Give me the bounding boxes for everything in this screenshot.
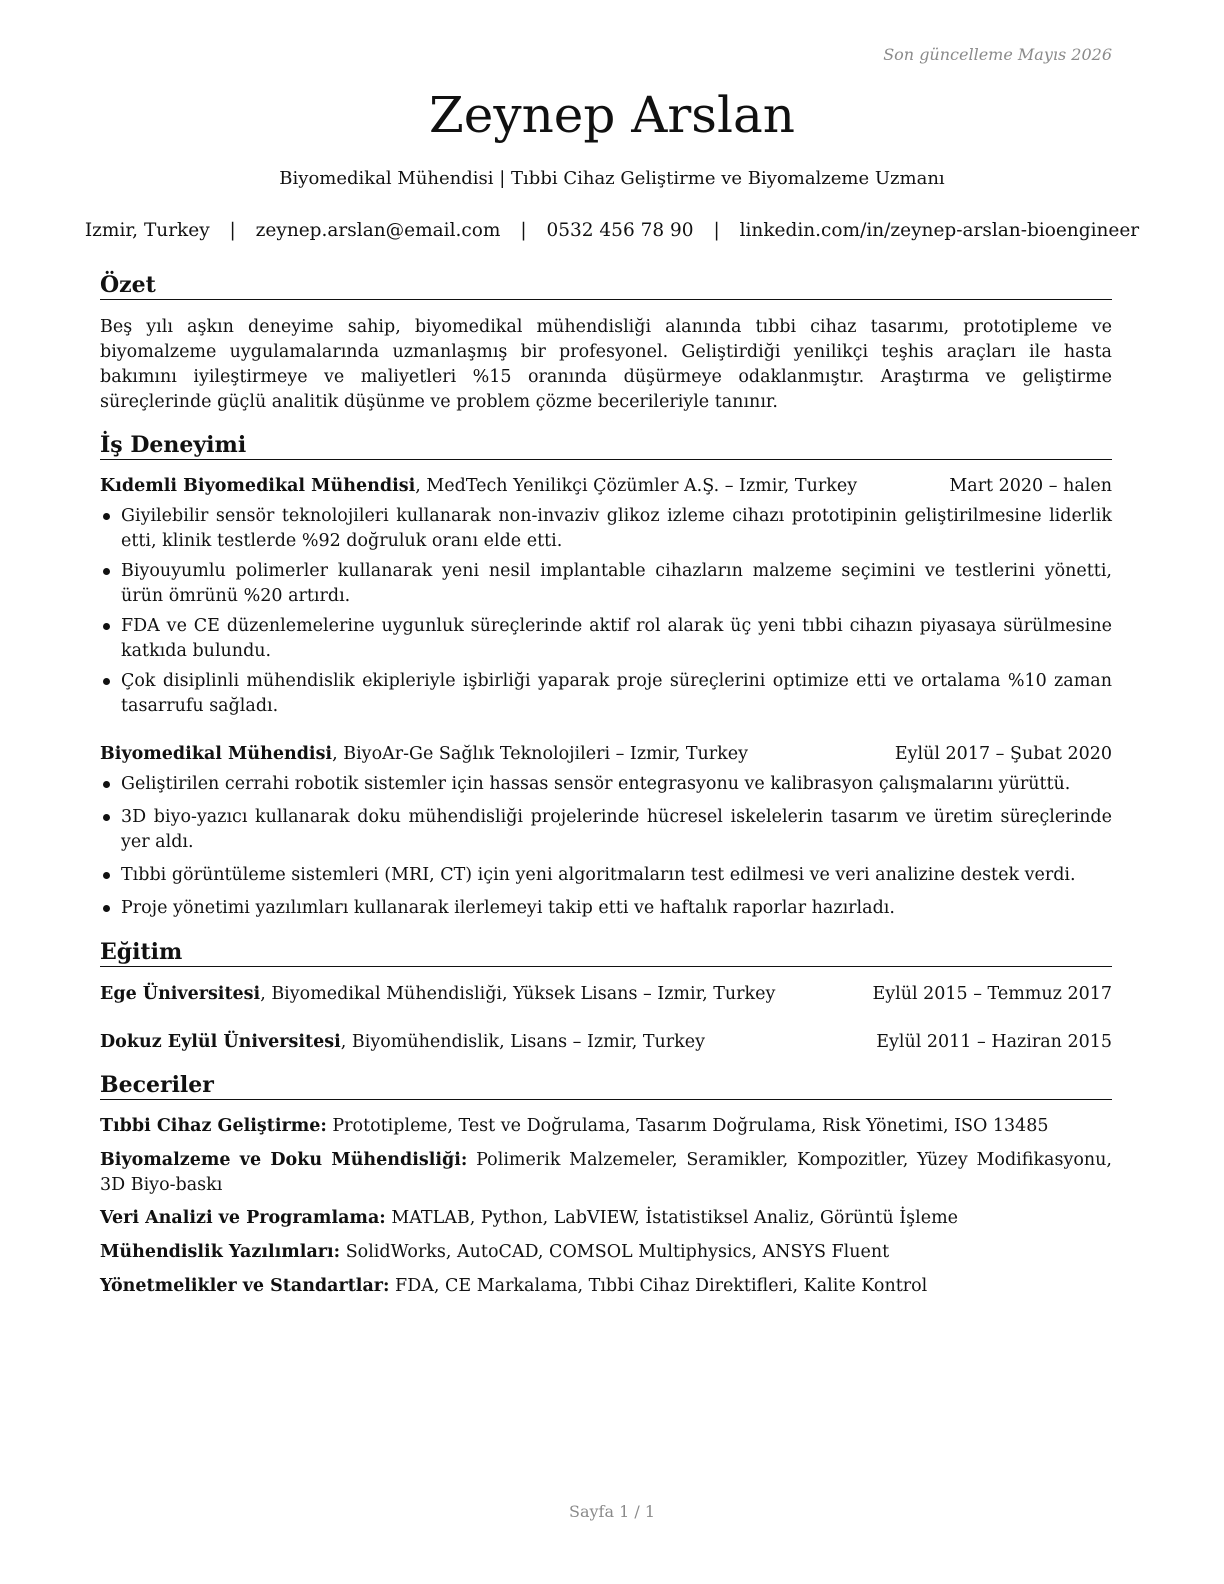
job-company: , BiyoAr-Ge Sağlık Teknolojileri – Izmir, Turkey <box>332 744 748 764</box>
job-bullet: Tıbbi görüntüleme sistemleri (MRI, CT) için yeni algoritmaların test edilmesi ve veri analizine destek verdi. <box>100 863 1112 888</box>
job-title: Biyomedikal Mühendisi <box>100 744 333 764</box>
education-entry <box>100 982 1112 1007</box>
section-title-education: Eğitim <box>100 938 1112 967</box>
education-entry <box>100 1030 1112 1055</box>
job-header <box>100 742 1112 767</box>
job-bullet: Çok disiplinli mühendislik ekipleriyle işbirliği yaparak proje süreçlerini optimize etti ve ortalama %10 zaman tasarrufu sağladı. <box>100 669 1112 719</box>
skill-row <box>100 1274 1112 1299</box>
education-date: Eylül 2015 – Temmuz 2017 <box>872 984 1112 1004</box>
education-date: Eylül 2011 – Haziran 2015 <box>876 1032 1112 1052</box>
job-bullet-list <box>100 772 1112 926</box>
contact-separator: | <box>229 220 236 241</box>
education-school: Dokuz Eylül Üniversitesi <box>100 1032 341 1052</box>
contact-linkedin[interactable]: linkedin.com/in/zeynep-arslan-bioengineer <box>739 220 1140 241</box>
contact-location: Izmir, Turkey <box>84 220 210 241</box>
skill-row <box>100 1148 1112 1198</box>
job-company: , MedTech Yenilikçi Çözümler A.Ş. – Izmir, Turkey <box>415 476 858 496</box>
skill-value: Polimerik Malzemeler, Seramikler, Kompozitler, Yüzey Modifikasyonu, 3D Biyo-baskı <box>100 1150 1112 1195</box>
contact-separator: | <box>713 220 720 241</box>
job-bullet: Geliştirilen cerrahi robotik sistemler için hassas sensör entegrasyonu ve kalibrasyon çalışmalarını yürüttü. <box>100 772 1112 797</box>
contact-separator: | <box>520 220 527 241</box>
education-school: Ege Üniversitesi <box>100 984 261 1004</box>
job-bullet-list <box>100 504 1112 724</box>
skill-row <box>100 1240 1112 1265</box>
job-bullet: FDA ve CE düzenlemelerine uygunluk süreçlerinde aktif rol alarak üç yeni tıbbi cihazın piyasaya sürülmesine katkıda bulundu. <box>100 614 1112 664</box>
skill-row <box>100 1114 1112 1139</box>
job-bullet: 3D biyo-yazıcı kullanarak doku mühendisliği projelerinde hücresel iskelelerin tasarım ve üretim süreçlerinde yer aldı. <box>100 805 1112 855</box>
job-title: Kıdemli Biyomedikal Mühendisi <box>100 476 416 496</box>
education-degree: , Biyomedikal Mühendisliği, Yüksek Lisans – Izmir, Turkey <box>260 984 776 1004</box>
skill-label: Mühendislik Yazılımları: <box>100 1242 341 1262</box>
job-bullet: Proje yönetimi yazılımları kullanarak ilerlemeyi takip etti ve haftalık raporlar hazırladı. <box>100 896 1112 921</box>
page-number: Sayfa 1 / 1 <box>568 1502 655 1521</box>
job-date: Mart 2020 – halen <box>949 476 1112 496</box>
section-title-skills: Beceriler <box>100 1071 1112 1100</box>
job-bullet: Biyouyumlu polimerler kullanarak yeni nesil implantable cihazların malzeme seçimini ve testlerini yönetti, ürün ömrünü %20 artırdı. <box>100 559 1112 609</box>
contact-line <box>0 220 1224 241</box>
education-degree: , Biyomühendislik, Lisans – Izmir, Turkey <box>340 1032 706 1052</box>
skill-label: Biyomalzeme ve Doku Mühendisliği: <box>100 1150 468 1170</box>
job-date: Eylül 2017 – Şubat 2020 <box>894 744 1112 764</box>
skill-value: FDA, CE Markalama, Tıbbi Cihaz Direktifleri, Kalite Kontrol <box>389 1276 928 1296</box>
job-header <box>100 474 1112 499</box>
skill-row <box>100 1206 1112 1231</box>
candidate-tagline: Biyomedikal Mühendisi | Tıbbi Cihaz Geliştirme ve Biyomalzeme Uzmanı <box>279 168 945 189</box>
contact-phone[interactable]: 0532 456 78 90 <box>546 220 694 241</box>
skill-value: Prototipleme, Test ve Doğrulama, Tasarım Doğrulama, Risk Yönetimi, ISO 13485 <box>326 1116 1049 1136</box>
skill-label: Yönetmelikler ve Standartlar: <box>100 1276 390 1296</box>
skill-label: Veri Analizi ve Programlama: <box>100 1208 386 1228</box>
skill-value: MATLAB, Python, LabVIEW, İstatistiksel Analiz, Görüntü İşleme <box>385 1208 959 1228</box>
skill-label: Tıbbi Cihaz Geliştirme: <box>100 1116 327 1136</box>
candidate-name: Zeynep Arslan <box>429 86 795 144</box>
last-updated-note: Son güncelleme Mayıs 2026 <box>883 45 1112 64</box>
section-title-experience: İş Deneyimi <box>100 431 1112 460</box>
skill-value: SolidWorks, AutoCAD, COMSOL Multiphysics, ANSYS Fluent <box>340 1242 890 1262</box>
summary-paragraph: Beş yılı aşkın deneyime sahip, biyomedikal mühendisliği alanında tıbbi cihaz tasarımı, prototipleme ve biyomalzeme uygulamalarında uzmanlaşmış bir profesyonel. Geliştirdiği yenilikçi teşhis araçları ile hasta bakımını iyileştirmeye ve maliyetleri %15 oranında düşürmeye odaklanmıştır. Araştırma ve geliştirme süreçlerinde güçlü analitik düşünme ve problem çözme becerileriyle tanınır. <box>100 317 1112 412</box>
section-title-summary: Özet <box>100 271 1112 300</box>
job-bullet: Giyilebilir sensör teknolojileri kullanarak non-invaziv glikoz izleme cihazı prototipinin geliştirilmesine liderlik etti, klinik testlerde %92 doğruluk oranı elde etti. <box>100 504 1112 554</box>
contact-email[interactable]: zeynep.arslan@email.com <box>255 220 501 241</box>
